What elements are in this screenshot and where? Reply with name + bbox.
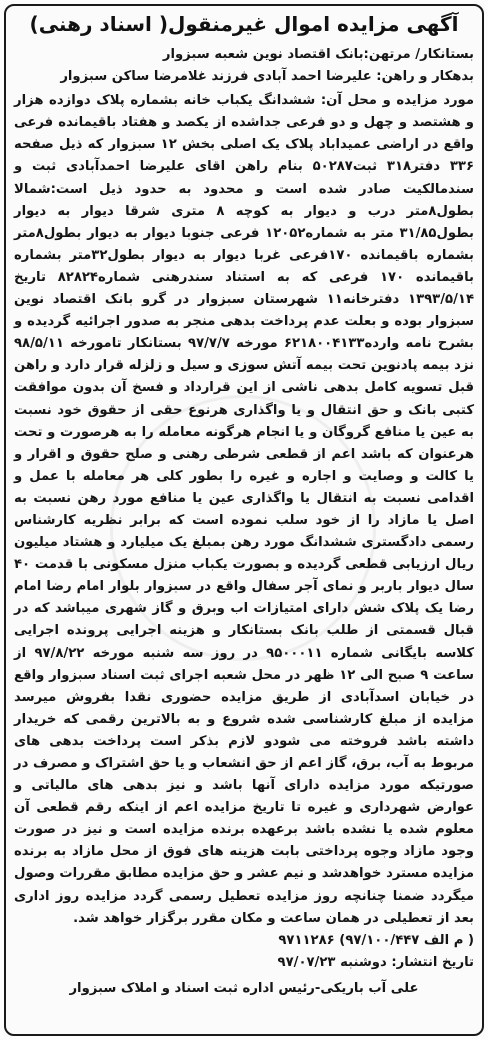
creditor-line: بستانکار/ مرتهن:بانک اقتصاد نوین شعبه سبزوار — [162, 47, 474, 62]
debtor-line: بدهکار و راهن: علیرضا احمد آبادی فرزند غلامرضا ساکن سبزوار — [60, 69, 474, 85]
notice-body — [14, 44, 474, 1030]
signature-line: علی آب باریکی-رئیس اداره ثبت اسناد و املاک سبزوار — [69, 980, 419, 996]
auction-description: مورد مزایده و محل آن: ششدانگ یکباب خانه بشماره پلاک دوازده هزار و هشتصد و چهل و دو فرعی جداشده از یکصد و هفتاد باقیمانده فرعی واقع در اراضی عمیداباد پلاک یک اصلی بخش ۱۲ سبزوار که ذیل صفحه ۳۳۶ دفتر۳۱۸ ثبت۵۰۲۸۷ بنام راهن اقای علیرضا احمدآبادی ثبت و سندمالکیت صادر شده است و محدود به حدود ذیل است:شمالا بطول۸متر درب و دیوار به کوچه ۸ متری شرقا دیوار به دیوار بطول۳۱/۸۵ متر به شماره۱۲۰۵۲ فرعی جنوبا دیوار به دیوار بطول۸متر بشماره باقیمانده ۱۷۰فرعی غربا دیوار به دیوار بطول۳۲متر بشماره باقیمانده ۱۷۰ فرعی که به استناد سندرهنی شماره۸۲۸۲۴ تاریخ ۱۳۹۳/۵/۱۴ دفترخانه۱۱ شهرستان سبزوار در گرو بانک اقتصاد نوین سبزوار بوده و بعلت عدم پرداخت بدهی منجر به صدور اجرائیه گردیده و بشرح نامه وارده۶۲۱۸۰۰۴۱۳۳ مورخه ۹۷/۷/۷ بستانکار تامورخه ۹۸/۵/۱۱ نزد بیمه پادنوین تحت بیمه آتش سوزی و سیل و زلزله قرار دارد و راهن قبل تسویه کامل بدهی ناشی از این قرارداد و فسخ آن بدون موافقت کتبی بانک و حق انتقال و یا واگذاری هرنوع حقی از حقوق خود نسبت به عین یا منافع گروگان و یا انجام هرگونه معامله را به هرصورت و تحت هرعنوان که باشد اعم از قطعی شرطی رهنی و صلح حقوق و اقرار و یا کالت و وصایت و اجاره و غیره را بطور کلی هر معامله با عمل و اقدامی نسبت به انتقال یا واگذاری عین یا منافع مورد رهن نسبت به اصل یا مازاد را از خود سلب نموده است که برابر نظریه کارشناس رسمی دادگستری ششدانگ مورد رهن بمبلغ یک میلیارد و هشتاد میلیون ریال ارزیابی قطعی گردیده و بصورت یکباب منزل مسکونی با قدمت ۴۰ سال دیوار باربر و نمای آجر سفال واقع در سبزوار بلوار امام رضا امام رضا یک پلاک شش دارای امتیازات اب وبرق و گاز شهری میباشد که در قبال قسمتی از طلب بانک بستانکار و هزینه اجرایی پرونده اجرایی کلاسه بایگانی شماره ۹۵۰۰۰۱۱ در روز سه شنبه مورخه ۹۷/۸/۲۲ از ساعت ۹ صبح الی ۱۲ ظهر در محل شعبه اجرای ثبت اسناد سبزوار واقع در خیابان اسدآبادی از طریق مزایده حضوری نقدا بفروش میرسد مزایده از مبلغ کارشناسی شده شروع و به بالاترین رقمی که خریدار داشته باشد فروخته می شودو لازم بذکر است پرداخت بدهی های مربوط به آب، برق، گاز اعم از حق انشعاب و یا حق اشتراک و مصرف در صورتیکه مورد مزایده دارای آنها باشد و نیز بدهی های مالیاتی و عوارض شهرداری و غیره تا تاریخ مزایده اعم از اینکه رقم قطعی آن معلوم شده یا نشده باشد برعهده برنده مزایده است و نیز در صورت وجود مازاد وجوه پرداختی بابت هزینه های فوق از محل مازاد به برنده مزایده مسترد خواهدشد و نیم عشر و حق مزایده مطابق مقررات وصول میگردد ضمنا چنانچه روز مزایده تعطیل رسمی گردد مزایده روز اداری بعد از تعطیلی در همان ساعت و مکان مقرر برگزار خواهد شد. — [14, 93, 475, 926]
notice-title: آگهی مزایده اموال غیرمنقول( اسناد رهنی) — [29, 12, 459, 36]
publish-date: تاریخ انتشار: دوشنبه ۹۷/۰۷/۲۳ — [277, 954, 474, 970]
reference-code: ( م الف ۹۷/۱۰۰/۴۴۷) ۹۷۱۱۲۸۶ — [278, 932, 474, 948]
